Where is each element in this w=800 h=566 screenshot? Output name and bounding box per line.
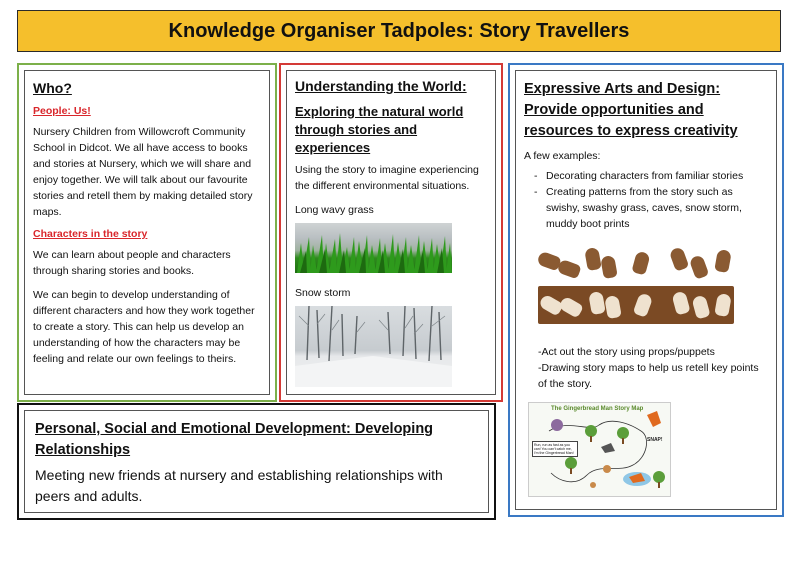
understanding-heading: Understanding the World: — [295, 78, 467, 94]
who-people-subheading: People: Us! — [33, 105, 91, 117]
expressive-intro: A few examples: — [524, 150, 601, 162]
expressive-example-item: - Creating patterns from the story such as swishy, swashy grass, caves, snow storm, muddy boot prints — [546, 184, 767, 232]
boot-prints-light-row — [538, 246, 734, 280]
who-paragraph-3: We can begin to develop understanding of different characters and how they work together to create a story. This can help us develop an understanding of how the characters may be feeling and relate our own feelings to theirs. — [33, 289, 255, 365]
title-banner — [17, 10, 781, 52]
psed-heading: Personal, Social and Emotional Development: Developing Relationships — [35, 421, 434, 458]
understanding-panel — [279, 63, 503, 402]
psed-paragraph: Meeting new friends at nursery and establishing relationships with peers and adults. — [35, 467, 443, 504]
act-out-line: -Act out the story using props/puppets — [538, 346, 715, 358]
expressive-example-item: - Decorating characters from familiar stories — [546, 168, 767, 184]
understanding-panel-inner — [286, 70, 496, 395]
boot-prints-image — [538, 246, 734, 326]
who-panel-inner — [24, 70, 270, 395]
understanding-paragraph: Using the story to imagine experiencing the different environmental situations. — [295, 164, 479, 192]
grass-caption: Long wavy grass — [295, 204, 374, 216]
story-maps-line: -Drawing story maps to help us retell key points of the story. — [538, 362, 759, 390]
story-map-speech: Run, run as fast as you can! You can't catch me, I'm the Gingerbread Man! — [532, 441, 578, 457]
psed-panel — [17, 403, 496, 520]
who-heading: Who? — [33, 80, 72, 96]
who-panel — [17, 63, 277, 402]
who-paragraph-2: We can learn about people and characters through sharing stories and books. — [33, 249, 231, 277]
understanding-subheading: Exploring the natural world through stories and experiences — [295, 104, 464, 155]
snow-caption: Snow storm — [295, 287, 351, 299]
grass-image — [295, 223, 452, 273]
expressive-arts-panel-inner — [515, 70, 777, 510]
expressive-arts-panel — [508, 63, 784, 517]
expressive-heading: Expressive Arts and Design: Provide opportunities and resources to express creativity — [524, 81, 738, 139]
boot-prints-dark-row — [538, 286, 734, 324]
story-map-drawing — [529, 403, 672, 498]
page-title: Knowledge Organiser Tadpoles: Story Travellers — [168, 19, 630, 42]
snow-storm-image — [295, 306, 452, 387]
who-characters-subheading: Characters in the story — [33, 228, 148, 240]
gingerbread-story-map-image — [528, 402, 671, 497]
story-map-snap: SNAP! — [647, 437, 663, 443]
who-paragraph-1: Nursery Children from Willowcroft Community School in Didcot. We all have access to books and stories at Nursery, which we will share and enjoy together. We will talk about our favourite stories and retell them by making detailed story maps. — [33, 126, 253, 218]
expressive-examples-list — [524, 168, 767, 232]
psed-panel-inner — [24, 410, 489, 513]
story-map-title: The Gingerbread Man Story Map — [551, 406, 644, 412]
